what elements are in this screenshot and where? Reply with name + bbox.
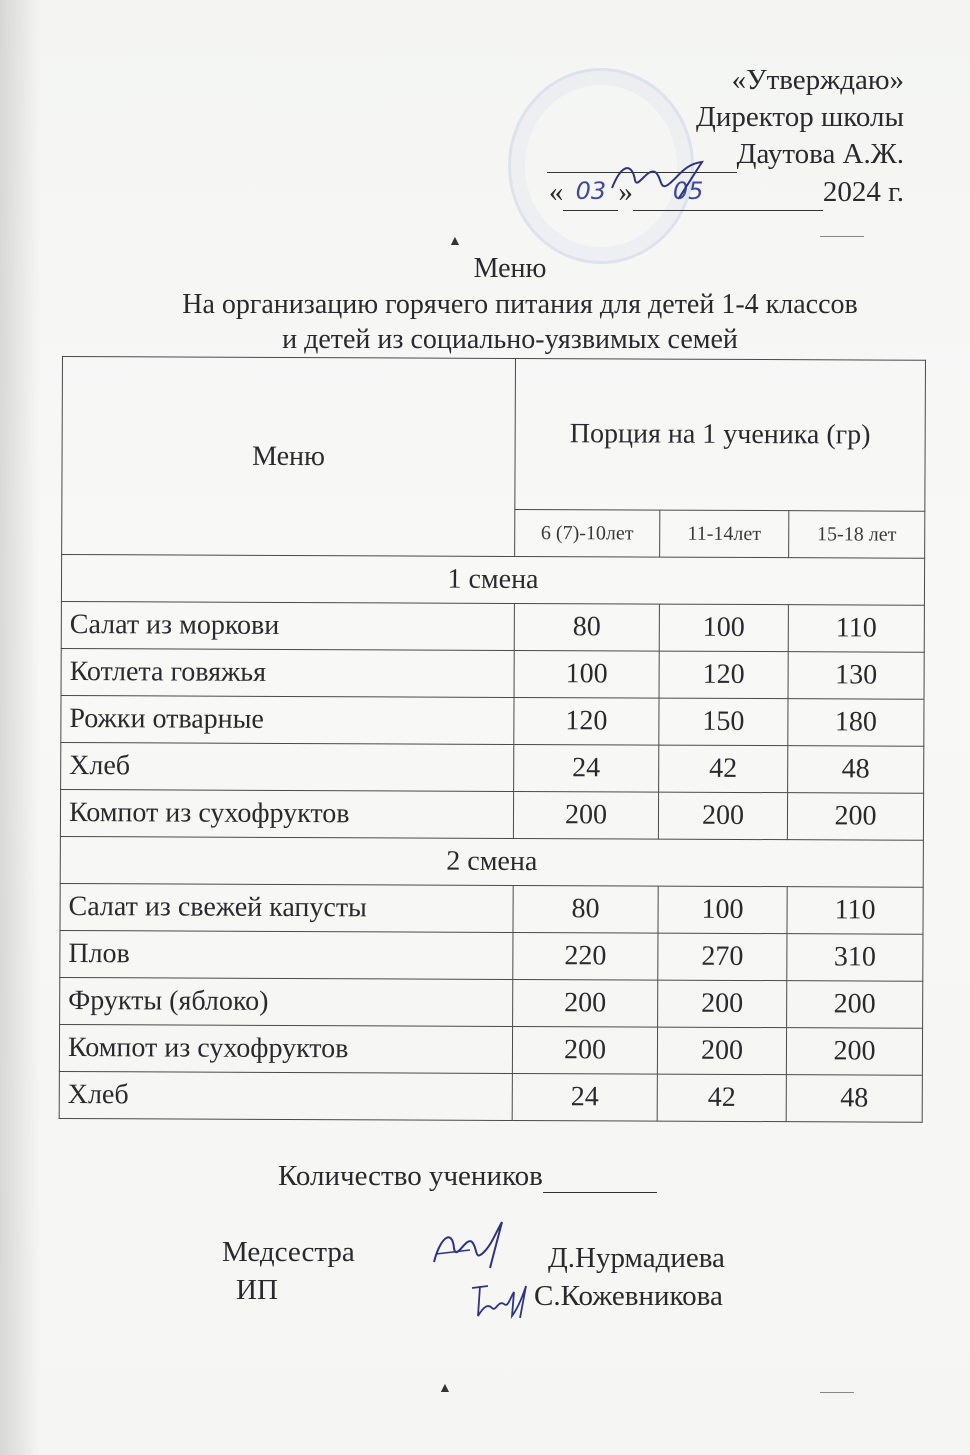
student-count-blank bbox=[543, 1162, 657, 1193]
dish-name: Плов bbox=[60, 930, 513, 979]
portion-value: 48 bbox=[788, 746, 924, 794]
portion-value: 200 bbox=[513, 979, 658, 1027]
ip-name: С.Кожевникова bbox=[534, 1280, 723, 1312]
portion-value: 180 bbox=[788, 699, 924, 747]
dish-name: Рожки отварные bbox=[61, 695, 514, 744]
date-year: 2024 г. bbox=[822, 176, 904, 208]
shift-1-label: 1 смена bbox=[61, 555, 924, 606]
portion-value: 200 bbox=[787, 981, 923, 1029]
portion-value: 220 bbox=[513, 932, 658, 980]
approval-date: « 03 » 05 2024 г. bbox=[484, 173, 904, 211]
table-row bbox=[59, 1024, 922, 1075]
header-age-1: 6 (7)-10лет bbox=[515, 509, 660, 557]
portion-value: 48 bbox=[786, 1075, 922, 1123]
header-portion: Порция на 1 ученика (гр) bbox=[515, 358, 926, 511]
portion-value: 42 bbox=[659, 745, 788, 793]
scan-mark bbox=[820, 236, 864, 237]
table-row bbox=[61, 695, 924, 746]
menu-subtitle-line2: и детей из социально-уязвимых семей bbox=[282, 324, 738, 355]
menu-heading: Меню bbox=[473, 253, 547, 284]
table-row bbox=[59, 1071, 922, 1122]
dish-name: Салат из свежей капусты bbox=[60, 883, 513, 932]
approval-title: «Утверждаю» bbox=[731, 64, 904, 96]
director-signature bbox=[547, 172, 737, 173]
table-row bbox=[60, 883, 923, 934]
portion-value: 270 bbox=[658, 933, 787, 981]
portion-value: 310 bbox=[787, 934, 923, 982]
dish-name: Котлета говяжья bbox=[61, 648, 514, 697]
portion-value: 110 bbox=[787, 887, 923, 935]
dish-name: Компот из сухофруктов bbox=[59, 1024, 512, 1073]
table-row bbox=[61, 742, 924, 793]
portion-value: 200 bbox=[657, 1027, 786, 1075]
table-row bbox=[60, 977, 923, 1028]
director-signature-scribble bbox=[607, 158, 717, 198]
portion-value: 200 bbox=[658, 980, 787, 1028]
portion-value: 24 bbox=[512, 1073, 657, 1121]
portion-value: 200 bbox=[786, 1028, 922, 1076]
portion-value: 80 bbox=[513, 885, 658, 933]
table-row bbox=[61, 648, 924, 699]
approval-signature-line bbox=[484, 136, 904, 173]
ip-signature bbox=[468, 1278, 532, 1322]
table-row bbox=[61, 601, 924, 652]
date-month: 05 bbox=[633, 173, 823, 211]
approval-block bbox=[484, 62, 904, 211]
header-menu: Меню bbox=[62, 357, 516, 557]
portion-value: 200 bbox=[658, 792, 787, 840]
shift-2-label: 2 смена bbox=[60, 836, 923, 887]
dish-name: Салат из моркови bbox=[61, 601, 514, 650]
portion-value: 200 bbox=[787, 793, 923, 841]
portion-value: 130 bbox=[788, 652, 924, 700]
portion-value: 100 bbox=[659, 604, 788, 652]
page-edge-shadow bbox=[0, 0, 40, 1455]
portion-value: 100 bbox=[514, 650, 659, 698]
portion-value: 24 bbox=[514, 744, 659, 792]
menu-table bbox=[59, 356, 926, 1123]
menu-subtitle-line1: На организацию горячего питания для детей 1-4 классов bbox=[182, 289, 858, 320]
portion-value: 42 bbox=[657, 1074, 786, 1122]
scan-speck: ▲ bbox=[448, 234, 462, 249]
nurse-name: Д.Нурмадиева bbox=[548, 1242, 725, 1274]
nurse-signature bbox=[430, 1218, 510, 1274]
dish-name: Хлеб bbox=[59, 1071, 512, 1120]
scan-speck: ▲ bbox=[438, 1381, 452, 1396]
portion-value: 120 bbox=[659, 651, 788, 699]
date-day: 03 bbox=[563, 173, 618, 211]
portion-value: 110 bbox=[788, 605, 924, 653]
scan-mark bbox=[820, 1392, 854, 1393]
ip-role: ИП bbox=[236, 1274, 278, 1306]
director-name: Даутова А.Ж. bbox=[736, 138, 904, 170]
approval-position: Директор школы bbox=[696, 101, 904, 133]
table-row bbox=[60, 789, 923, 840]
student-count bbox=[278, 1160, 657, 1193]
nurse-role: Медсестра bbox=[222, 1236, 355, 1268]
portion-value: 200 bbox=[512, 1026, 657, 1074]
portion-value: 80 bbox=[514, 603, 659, 651]
portion-value: 200 bbox=[513, 791, 658, 839]
student-count-label: Количество учеников bbox=[278, 1160, 543, 1192]
dish-name: Компот из сухофруктов bbox=[60, 789, 513, 838]
header-age-3: 15-18 лет bbox=[789, 511, 925, 559]
portion-value: 100 bbox=[658, 886, 787, 934]
dish-name: Хлеб bbox=[61, 742, 514, 791]
header-age-2: 11-14лет bbox=[660, 510, 789, 558]
table-row bbox=[60, 930, 923, 981]
portion-value: 150 bbox=[659, 698, 788, 746]
portion-value: 120 bbox=[514, 697, 659, 745]
dish-name: Фрукты (яблоко) bbox=[60, 977, 513, 1026]
